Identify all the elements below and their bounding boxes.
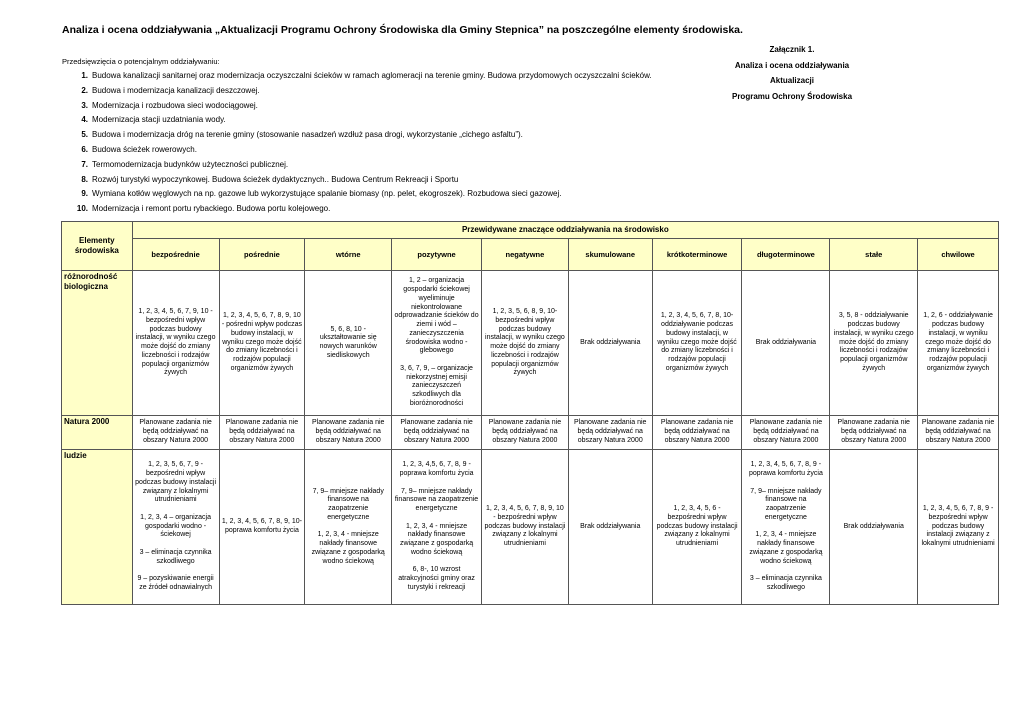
row-label: Natura 2000: [62, 416, 133, 450]
list-item: [62, 143, 712, 158]
item-number: 8.: [81, 174, 88, 184]
table-cell: 3, 5, 8 - oddziaływanie podczas budowy instalacji, w wyniku czego może dojść do zmiany liczebności i rodzajów populacji organizmów żywych: [830, 271, 918, 416]
table-cell: 1, 2, 3, 4, 5, 6, 7, 8, 10- oddziaływanie podczas budowy instalacji, w wyniku czego może dojść do zmiany liczebności i rodzajów populacji organizmów żywych: [652, 271, 742, 416]
list-item: [62, 158, 712, 173]
table-cell: Planowane zadania nie będą oddziaływać na obszary Natura 2000: [918, 416, 999, 450]
item-number: 3.: [81, 100, 88, 110]
row-label: ludzie: [62, 450, 133, 605]
table-cell: Brak oddziaływania: [568, 450, 652, 605]
item-text: Budowa ścieżek rowerowych.: [92, 144, 197, 154]
table-cell: Planowane zadania nie będą oddziaływać na obszary Natura 2000: [830, 416, 918, 450]
table-row: [62, 450, 999, 605]
table-cell: Planowane zadania nie będą oddziaływać na obszary Natura 2000: [392, 416, 482, 450]
table-cell: 1, 2, 3, 4, 5, 6, 7, 8, 9, 10 - bezpośredni wpływ podczas budowy instalacji związany z lokalnymi utrudnieniami: [482, 450, 569, 605]
table-cell: Planowane zadania nie będą oddziaływać na obszary Natura 2000: [652, 416, 742, 450]
column-header: krótkoterminowe: [652, 239, 742, 271]
table-cell: Brak oddziaływania: [568, 271, 652, 416]
table-cell: 1, 2, 3, 4,5, 6, 7, 8, 9 - poprawa komfortu życia 7, 9– mniejsze nakłady finansowe na zaopatrzenie energetyczne 1, 2, 3, 4 - mniejsze nakłady finansowe związane z gospodarką wodno ściekową 6, 8-, 10 wzrost atrakcyjności gminy oraz turystyki i rekreacji: [392, 450, 482, 605]
table-cell: 7, 9– mniejsze nakłady finansowe na zaopatrzenie energetyczne 1, 2, 3, 4 - mniejsze nakłady finansowe związane z gospodarką wodno ściekową: [305, 450, 392, 605]
column-header: wtórne: [305, 239, 392, 271]
list-item: [62, 84, 712, 99]
table-cell: 1, 2, 3, 4, 5, 6, 7, 8, 9 - bezpośredni wpływ podczas budowy instalacji związany z lokalnymi utrudnieniami: [918, 450, 999, 605]
column-header: bezpośrednie: [132, 239, 219, 271]
item-text: Termomodernizacja budynków użyteczności publicznej.: [92, 159, 289, 169]
impacts-header: Przewidywane znaczące oddziaływania na środowisko: [132, 222, 998, 239]
column-header: pozytywne: [392, 239, 482, 271]
item-text: Rozwój turystyki wypoczynkowej. Budowa ścieżek dydaktycznych.. Budowa Centrum Rekreacji i Sportu: [92, 174, 459, 184]
table-cell: Planowane zadania nie będą oddziaływać na obszary Natura 2000: [568, 416, 652, 450]
item-number: 5.: [81, 130, 88, 140]
item-text: Modernizacja stacji uzdatniania wody.: [92, 115, 226, 125]
list-item: [62, 187, 712, 202]
table-row: [62, 271, 999, 416]
projects-list: [62, 69, 712, 217]
item-number: 1.: [81, 71, 88, 80]
table-cell: Brak oddziaływania: [830, 450, 918, 605]
impact-table: [61, 221, 999, 605]
item-text: Budowa kanalizacji sanitarnej oraz modernizacja oczyszczalni ścieków w ramach aglomeracji na terenie gminy. Budowa przydomowych oczyszczalni ścieków.: [92, 71, 652, 80]
column-header: stałe: [830, 239, 918, 271]
table-cell: Planowane zadania nie będą oddziaływać na obszary Natura 2000: [219, 416, 305, 450]
item-number: 10.: [76, 204, 88, 214]
annex-line: Analiza i ocena oddziaływania: [734, 60, 850, 70]
annex-line: Aktualizacji: [769, 76, 814, 85]
table-cell: 1, 2, 3, 4, 5, 6, 7, 9, 10 - bezpośredni wpływ podczas budowy instalacji, w wyniku czego może dojść do zmiany liczebności i rodzajów populacji organizmów żywych: [132, 271, 219, 416]
table-cell: 1, 2, 6 - oddziaływanie podczas budowy instalacji, w wyniku czego może dojść do zmiany liczebności i rodzajów populacji organizmów żywych: [918, 271, 999, 416]
table-cell: Planowane zadania nie będą oddziaływać na obszary Natura 2000: [482, 416, 569, 450]
table-cell: Planowane zadania nie będą oddziaływać na obszary Natura 2000: [742, 416, 830, 450]
table-cell: 1, 2 – organizacja gospodarki ściekowej wyeliminuje niekontrolowane odprowadzanie ścieków do ziemi i wód – zanieczyszczenia środowiska wodno - glebowego 3, 6, 7, 9, – organizacje niekorzystnej emisji zanieczyszczeń szkodliwych dla bioróżnorodności: [392, 271, 482, 416]
column-header: pośrednie: [219, 239, 305, 271]
table-cell: Planowane zadania nie będą oddziaływać na obszary Natura 2000: [305, 416, 392, 450]
item-number: 4.: [81, 115, 88, 125]
table-cell: 1, 2, 3, 4, 5, 6, 7, 8, 9, 10- poprawa komfortu życia: [219, 450, 305, 605]
table-cell: 1, 2, 3, 5, 6, 7, 9 - bezpośredni wpływ podczas budowy instalacji związany z lokalnymi utrudnieniami 1, 2, 3, 4 – organizacja gospodarki wodno - ściekowej 3 – eliminacja czynnika szkodliwego 9 – pozyskiwanie energii ze źródeł odnawialnych: [132, 450, 219, 605]
list-item: [62, 99, 712, 114]
projects-intro: Przedsięwzięcia o potencjalnym oddziaływaniu:: [62, 57, 220, 66]
item-number: 2.: [81, 85, 88, 95]
item-text: Modernizacja i rozbudowa sieci wodociągowej.: [92, 100, 258, 110]
table-cell: 5, 6, 8, 10 - ukształtowanie się nowych warunków siedliskowych: [305, 271, 392, 416]
item-number: 6.: [81, 144, 88, 154]
element-header: Elementy środowiska: [62, 222, 133, 271]
annex-heading: [722, 42, 862, 104]
item-text: Budowa i modernizacja dróg na terenie gminy (stosowanie nasadzeń wzdłuż pasa drogi, wykorzystanie „cichego asfaltu”).: [92, 130, 523, 140]
column-header: skumulowane: [568, 239, 652, 271]
row-label: różnorodność biologiczna: [62, 271, 133, 416]
list-item: [62, 202, 712, 217]
table-cell: 1, 2, 3, 5, 6, 8, 9, 10- bezpośredni wpływ podczas budowy instalacji, w wyniku czego może dojść do zmiany liczebności i rodzajów populacji organizmów żywych: [482, 271, 569, 416]
document-title: Analiza i ocena oddziaływania „Aktualizacji Programu Ochrony Środowiska dla Gminy Stepnica” na poszczególne elementy środowiska.: [62, 24, 743, 36]
table-cell: 1, 2, 3, 4, 5, 6 - bezpośredni wpływ podczas budowy instalacji związany z lokalnymi utrudnieniami: [652, 450, 742, 605]
item-number: 9.: [81, 189, 88, 199]
list-item: [62, 173, 712, 188]
list-item: [62, 113, 712, 128]
list-item: [62, 69, 712, 84]
annex-line: Programu Ochrony Środowiska: [731, 91, 853, 101]
list-item: [62, 128, 712, 143]
annex-number: Załącznik 1.: [769, 45, 815, 54]
table-cell: 1, 2, 3, 4, 5, 6, 7, 8, 9, 10 - pośredni wpływ podczas budowy instalacji, w wyniku czego może dojść do zmiany liczebności i rodzajów populacji organizmów żywych: [219, 271, 305, 416]
table-cell: 1, 2, 3, 4, 5, 6, 7, 8, 9 - poprawa komfortu życia 7, 9– mniejsze nakłady finansowe na zaopatrzenie energetyczne 1, 2, 3, 4 - mniejsze nakłady finansowe związane z gospodarką wodno ściekową 3 – eliminacja czynnika szkodliwego: [742, 450, 830, 605]
item-text: Modernizacja i remont portu rybackiego. Budowa portu kolejowego.: [92, 204, 331, 214]
table-row: [62, 416, 999, 450]
column-header: negatywne: [482, 239, 569, 271]
column-header: chwilowe: [918, 239, 999, 271]
item-number: 7.: [81, 159, 88, 169]
column-header: długoterminowe: [742, 239, 830, 271]
table-cell: Brak oddziaływania: [742, 271, 830, 416]
item-text: Budowa i modernizacja kanalizacji deszczowej.: [92, 85, 260, 95]
item-text: Wymiana kotłów węglowych na np. gazowe lub wykorzystujące spalanie biomasy (np. pelet, ekogroszek). Rozbudowa sieci gazowej.: [92, 189, 562, 199]
table-cell: Planowane zadania nie będą oddziaływać na obszary Natura 2000: [132, 416, 219, 450]
